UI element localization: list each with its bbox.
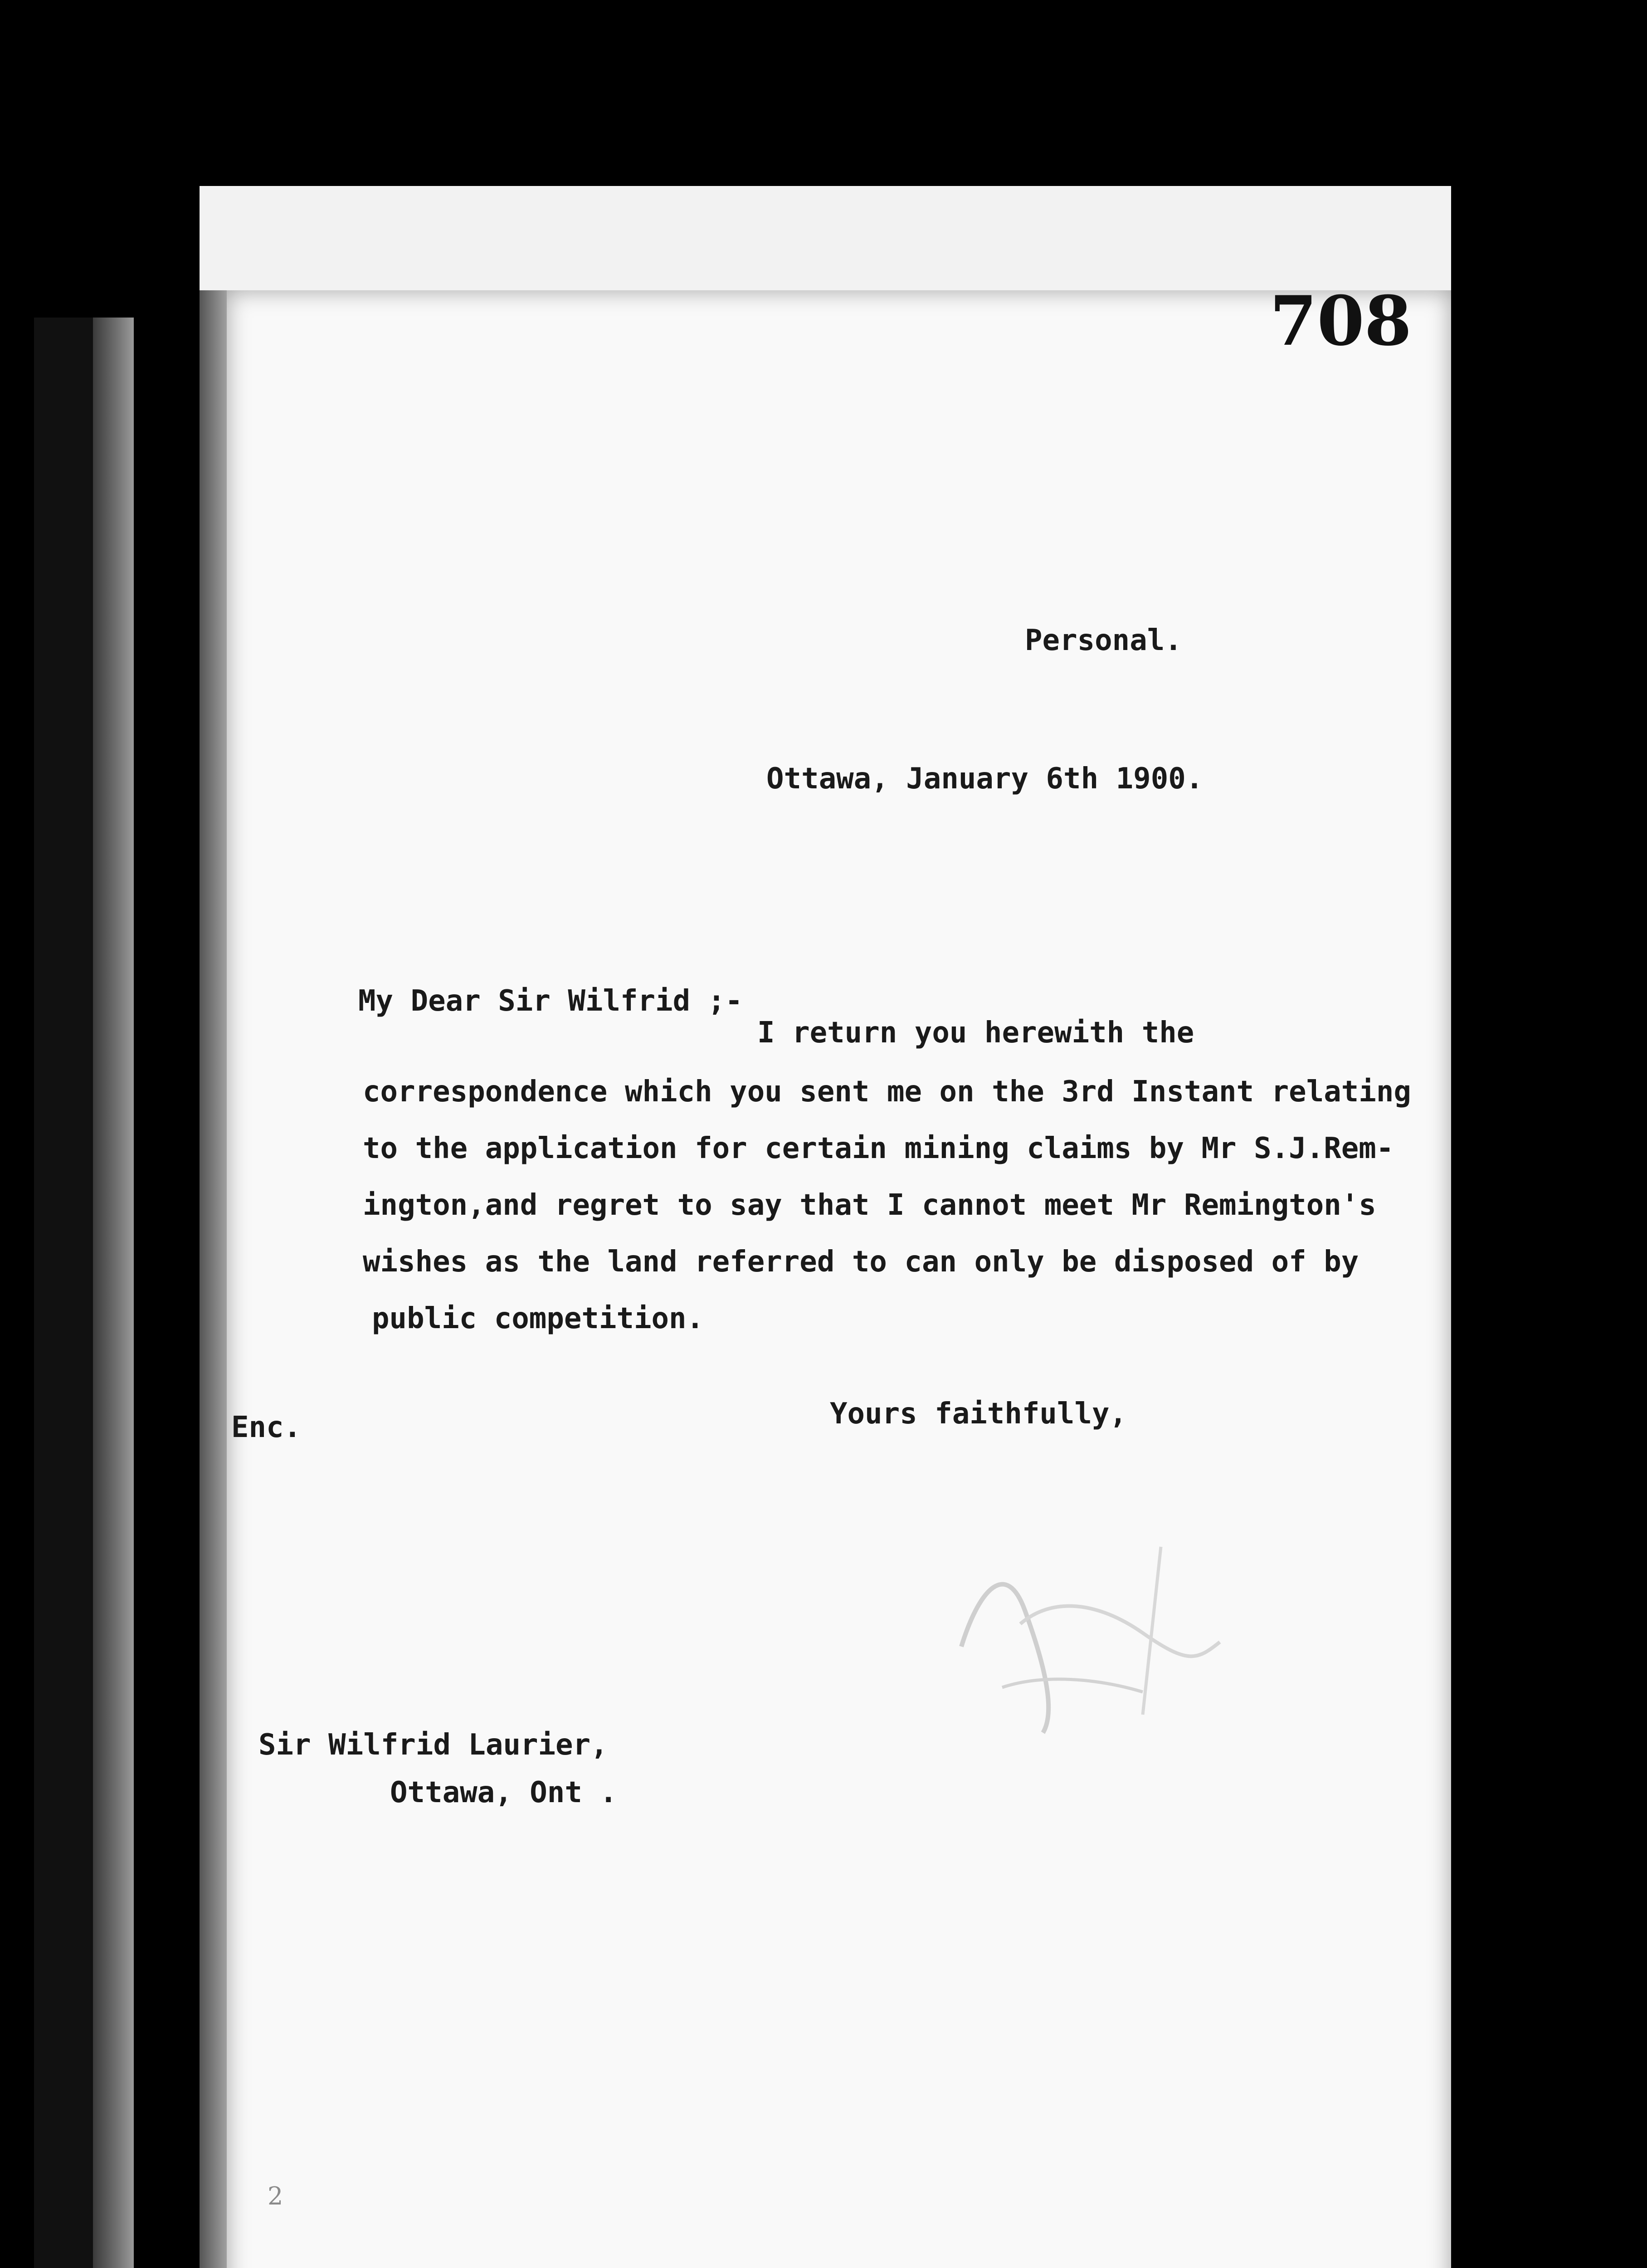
faint-signature-mark xyxy=(907,1497,1233,1778)
page-number: 708 xyxy=(1270,281,1412,361)
film-edge-gray xyxy=(93,318,134,2268)
addressee-city: Ottawa, Ont . xyxy=(390,1776,617,1809)
enclosure-note: Enc. xyxy=(231,1411,302,1444)
salutation: My Dear Sir Wilfrid ;- xyxy=(358,984,743,1018)
body-line-1: I return you herewith the xyxy=(757,1016,1194,1050)
dateline: Ottawa, January 6th 1900. xyxy=(766,762,1204,796)
pencil-note: 2 xyxy=(268,2182,283,2210)
microfilm-frame-top xyxy=(0,0,1647,191)
body-line-6: public competition. xyxy=(372,1302,704,1335)
body-line-4: ington,and regret to say that I cannot meet Mr Remington's xyxy=(363,1188,1376,1222)
personal-heading: Personal. xyxy=(1025,624,1182,657)
film-edge-dark xyxy=(34,318,93,2268)
addressee-name: Sir Wilfrid Laurier, xyxy=(258,1728,608,1762)
body-line-3: to the application for certain mining claims by Mr S.J.Rem- xyxy=(363,1132,1394,1165)
closing: Yours faithfully, xyxy=(830,1397,1127,1431)
letter-page xyxy=(227,290,1451,2268)
body-line-2: correspondence which you sent me on the 3rd Instant relating xyxy=(363,1075,1411,1109)
body-line-5: wishes as the land referred to can only be disposed of by xyxy=(363,1245,1359,1279)
